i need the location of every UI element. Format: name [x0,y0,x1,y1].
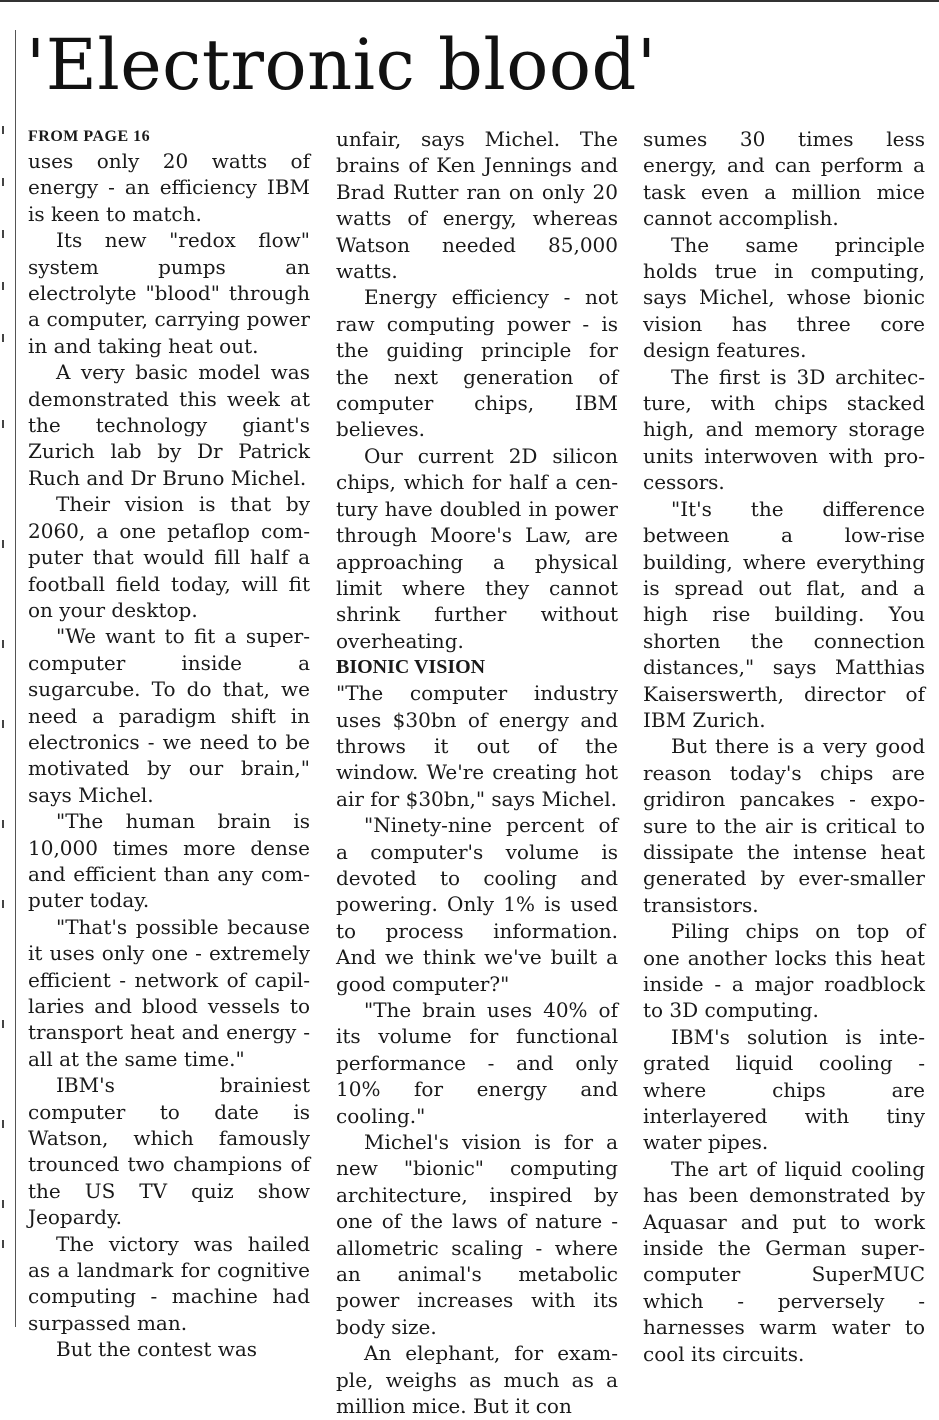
paragraph: But the contest was [56,1337,258,1362]
column-3 [643,126,925,1366]
paragraph: A very basic model was demonstrated this week at the technology giant's Zurich lab by Dr Patrick Ruch and Dr Bruno Michel. [28,360,310,490]
paragraph: "Ninety-nine percent of a computer's volume is devoted to cooling and powering. Only 1% is used to process information. And we think we've built a good computer?" [336,813,618,996]
paragraph: sumes 30 times less energy, and can perform a task even a million mice cannot accomplish. [643,127,925,231]
paragraph: IBM's solution is integrated liquid cooling - where chips are interlayered with tiny water pipes. [643,1024,925,1155]
paragraph: The first is 3D architecture, with chips stacked high, and memory storage units interwoven with processors. [643,364,925,495]
paragraph: Piling chips on top of one another locks this heat inside - a major roadblock to 3D computing. [643,919,925,1023]
column-2 [336,126,618,1419]
paragraph: unfair, says Michel. The brains of Ken Jennings and Brad Rutter ran on only 20 watts of energy, whereas Watson needed 85,000 watts. [336,127,618,284]
paragraph: Energy efficiency - not raw computing power - is the guiding principle for the next generation of computer chips, IBM believes. [336,285,618,442]
paragraph: "We want to fit a supercomputer inside a sugarcube. To do that, we need a paradigm shift in electronics - we need to be motivated by our brain," says Michel. [28,624,310,807]
column-rule [15,30,16,1327]
top-rule [0,0,939,2]
paragraph: Our current 2D silicon chips, which for half a century have doubled in power through Moore's Law, are approaching a physical limit where they cannot shrink further without overheating. [336,443,618,653]
paragraph: "The computer industry uses $30bn of energy and throws it out of the window. We're creating hot air for $30bn," says Michel. [336,681,618,811]
paragraph: Michel's vision is for a new "bionic" computing architecture, inspired by one of the laws of nature - allometric scaling - where an animal's metabolic power increases with its body size. [336,1130,618,1339]
headline: 'Electronic blood' [26,24,657,106]
paragraph: IBM's brainiest computer to date is Watson, which famously trounced two champions of the US TV quiz show Jeopardy. [28,1073,310,1230]
column-1 [28,126,310,1362]
paragraph: The same principle holds true in computing, says Michel, whose bionic vision has three core design features. [643,232,925,363]
paragraph: "The human brain is 10,000 times more dense and efficient than any computer today. [28,809,310,913]
paragraph: uses only 20 watts of energy - an efficiency IBM is keen to match. [28,149,310,226]
kicker: FROM PAGE 16 [28,128,151,145]
paragraph: "That's possible because it uses only one - extremely efficient - network of capillaries and blood vessels to transport heat and energy - all at the same time." [28,914,310,1071]
subheading: BIONIC VISION [336,656,486,679]
paragraph: But there is a very good reason today's chips are gridiron pancakes - exposure to the air is critical to dissipate the intense heat generated by ever-smaller transistors. [643,734,925,917]
paragraph: Their vision is that by 2060, a one petaflop computer that would fill half a football field today, will fit on your desktop. [28,492,310,622]
paragraph: The victory was hailed as a landmark for cognitive computing - machine had surpassed man. [28,1231,310,1335]
paragraph: Its new "redox flow" system pumps an electrolyte "blood" through a computer, carrying power in and taking heat out. [28,228,310,358]
paragraph: "The brain uses 40% of its volume for functional performance - and only 10% for energy and cooling." [336,998,618,1128]
paragraph: The art of liquid cooling has been demonstrated by Aquasar and put to work inside the German supercomputer SuperMUC which - perversely - harnesses warm water to cool its circuits. [643,1156,925,1366]
paragraph: "It's the difference between a low-rise building, where everything is spread out flat, and a high rise building. You shorten the connection distances," says Matthias Kaiserswerth, director of IBM Zurich. [643,496,925,732]
paragraph: An elephant, for example, weighs as much as a million mice. But it con [336,1341,618,1419]
